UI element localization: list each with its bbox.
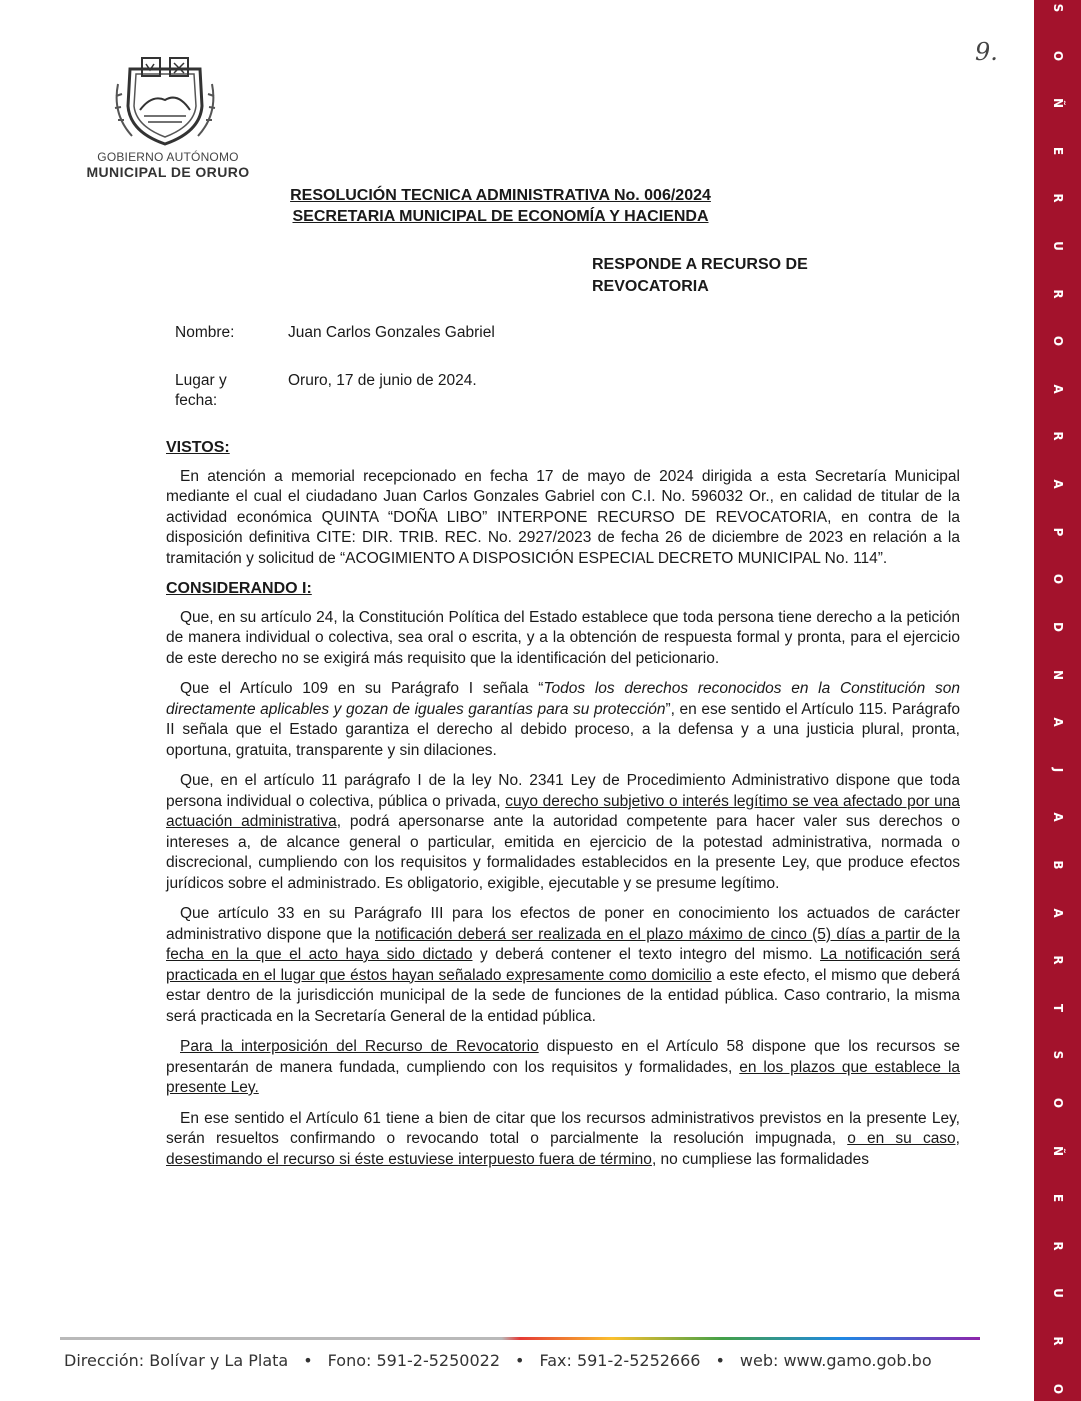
side-band-letter: D (1050, 621, 1065, 632)
paragraph-5-underlined-1: Para la interposición del Recurso de Revocatorio (180, 1038, 539, 1055)
footer-contact (64, 1351, 932, 1370)
side-band-letter: E (1050, 1194, 1065, 1203)
side-band-letter: A (1050, 717, 1065, 727)
document-body (166, 438, 960, 1180)
side-band-letter: U (1050, 1288, 1065, 1299)
footer-separator: • (515, 1351, 525, 1370)
vistos-text: En atención a memorial recepcionado en fecha 17 de mayo de 2024 dirigida a esta Secretaría Municipal mediante el cual el ciudadano Juan Carlos Gonzales Gabriel con C.I. No. 596032 Or., en calidad de titular de la actividad económica QUINTA “DOÑA LIBO” INTERPONE RECURSO DE REVOCATORIA, en contra de la disposición definitiva CITE: DIR. TRIB. REC. No. 2927/2023 de fecha 26 de diciembre de 2023 en relación a la tramitación y solicitud de “ACOGIMIENTO A DISPOSICIÓN ESPECIAL DECRETO MUNICIPAL No. 114”. (166, 467, 960, 567)
side-band-letter: R (1050, 289, 1065, 299)
side-band-letter: J (1050, 767, 1065, 772)
subject-line-2: REVOCATORIA (592, 278, 709, 295)
paragraph-3-text-a: Que, en el artículo 11 parágrafo I de la ley No. 2341 Ley de Procedimiento Administrativo dispone que toda persona individual o colectiva, pública o privada, (166, 772, 960, 810)
footer-divider (60, 1337, 980, 1340)
considerando-heading: CONSIDERANDO I: (166, 580, 312, 597)
side-band-letter: O (1050, 336, 1065, 347)
org-line-1: GOBIERNO AUTÓNOMO (97, 150, 239, 164)
vistos-paragraph (166, 467, 960, 570)
paragraph-5-underlined-2: en los plazos que establece la presente Ley. (166, 1058, 961, 1096)
side-band-letter: A (1050, 907, 1065, 918)
paragraph-6-underlined: o en su caso, desestimando el recurso si éste estuviese interpuesto fuera de término (166, 1130, 960, 1168)
paragraph-2-text-a: Que el Artículo 109 en su Parágrafo I señala “ (180, 680, 544, 697)
side-band-letter: O (1050, 1097, 1065, 1109)
handwritten-page-number: 9. (975, 38, 998, 66)
paragraph-1-text: Que, en su artículo 24, la Constitución Política del Estado establece que toda persona tiene derecho a la petición de manera individual o colectiva, sea oral o escrita, y a la obtención de respuesta formal y pronta, para el ejercicio de este derecho no se exigirá más requisito que la identificación del peticionario. (166, 608, 960, 667)
side-band-letter: P (1050, 527, 1065, 537)
paragraph-6-text-b: , no cumpliese las formalidades (651, 1150, 870, 1168)
side-band-letter: O (1050, 574, 1065, 585)
footer-separator: • (303, 1351, 313, 1370)
org-name (78, 150, 258, 180)
paragraph-4-text-b: y deberá contener el texto integro del mismo. (472, 946, 821, 963)
side-band-letter: S (1050, 1051, 1065, 1060)
side-band-letter: Ñ (1050, 1145, 1065, 1156)
paragraph-6-text-a: En ese sentido el Artículo 61 tiene a bien de citar que los recursos administrativos previstos en la presente Ley, serán resueltos confirmando o revocando total o parcialmente la resolución impugnada, (166, 1109, 960, 1147)
side-band-letter: N (1050, 669, 1065, 680)
paragraph-4-text-c: a este efecto, el mismo que deberá estar dentro de la jurisdicción municipal de la sede de funciones de la entidad pública. Caso contrario, la misma será practicada en la Secretaría General de la entidad pública. (166, 966, 960, 1025)
paragraph-1 (166, 608, 960, 670)
name-value: Juan Carlos Gonzales Gabriel (288, 324, 495, 341)
paragraph-3-text-b: podrá apersonarse ante la autoridad competente para hacer valer sus derechos o intereses a, de alcance general o particular, emitida en ejercicio de la potestad administrativa, normada o discrecional, cumpliendo con los requisitos y formalidades establecidos en la presente Ley, que produce efectos jurídicos sobre el administrado. Es obligatorio, exigible, ejecutable y se presume legítimo. (166, 813, 960, 892)
side-band-letter: O (1050, 50, 1065, 61)
paragraph-3 (166, 771, 960, 894)
paragraph-4-underlined-1: notificación deberá ser realizada en el plazo máximo de cinco (5) días a partir de la fecha en la que el acto haya sido dictado (166, 925, 960, 963)
side-band-letter: E (1050, 146, 1065, 155)
side-band-letter: Ñ (1050, 98, 1065, 109)
paragraph-2-quote: Todos los derechos reconocidos en la Constitución son directamente aplicables y gozan de iguales garantías para su protección (166, 680, 961, 718)
title-line-2: SECRETARIA MUNICIPAL DE ECONOMÍA Y HACIENDA (292, 208, 709, 225)
side-band-letter: R (1050, 431, 1065, 442)
side-band-letter: T (1050, 1003, 1065, 1012)
paragraph-2-text-b: ”, en ese sentido el Artículo 115. Parágrafo II señala que el Estado garantiza el derecho al debido proceso, a la defensa y a una justicia plural, pronta, oportuna, gratuita, transparente y sin dilaciones. (166, 700, 961, 759)
footer-address: Dirección: Bolívar y La Plata (64, 1351, 289, 1370)
footer-web: web: www.gamo.gob.bo (739, 1351, 932, 1370)
paragraph-3-underlined: cuyo derecho subjetivo o interés legítimo se vea afectado por una actuación administrativa, (166, 792, 960, 830)
side-band-letter: B (1050, 860, 1065, 870)
place-value: Oruro, 17 de junio de 2024. (288, 372, 477, 389)
paragraph-4 (166, 904, 960, 1027)
title-line-1: RESOLUCIÓN TECNICA ADMINISTRATIVA No. 006/2024 (290, 187, 711, 204)
side-band-letter: R (1050, 193, 1065, 204)
org-line-2: MUNICIPAL DE ORURO (86, 164, 250, 180)
place-label-line-1: Lugar y (175, 372, 227, 389)
side-band-letter: R (1050, 955, 1065, 965)
side-band-letter: S (1050, 3, 1065, 13)
side-band-letter: A (1050, 384, 1065, 394)
side-band-letter: A (1050, 479, 1065, 489)
paragraph-4-text-a: Que artículo 33 en su Parágrafo III para los efectos de poner en conocimiento los actuados de carácter administrativo dispone que la (166, 905, 960, 943)
vistos-heading: VISTOS: (166, 439, 230, 456)
footer-phone: Fono: 591-2-5250022 (327, 1351, 501, 1370)
paragraph-5-text-a: dispuesto en el Artículo 58 dispone que los recursos se presentarán de manera fundada, cumpliendo con los requisitos y formalidades, (166, 1038, 960, 1076)
paragraph-4-underlined-2: La notificación será practicada en el lugar que éstos hayan señalado expresamente como domicilio (166, 946, 960, 984)
place-label-line-2: fecha: (175, 392, 218, 409)
side-band-letter: A (1050, 812, 1065, 822)
footer-fax: Fax: 591-2-5252666 (539, 1351, 701, 1370)
coat-of-arms-icon (110, 44, 220, 154)
side-band-letter: R (1050, 1336, 1065, 1346)
footer-separator: • (715, 1351, 725, 1370)
paragraph-5 (166, 1037, 960, 1099)
side-band-letter: R (1050, 1241, 1065, 1251)
place-label (175, 371, 275, 411)
paragraph-2 (166, 679, 960, 761)
document-subject (592, 254, 852, 298)
paragraph-6 (166, 1109, 960, 1171)
document-title (0, 185, 1081, 227)
name-label: Nombre: (175, 324, 235, 341)
side-band-letter: O (1050, 1383, 1065, 1394)
subject-line-1: RESPONDE A RECURSO DE (592, 256, 808, 273)
side-band-letter: U (1050, 241, 1065, 251)
